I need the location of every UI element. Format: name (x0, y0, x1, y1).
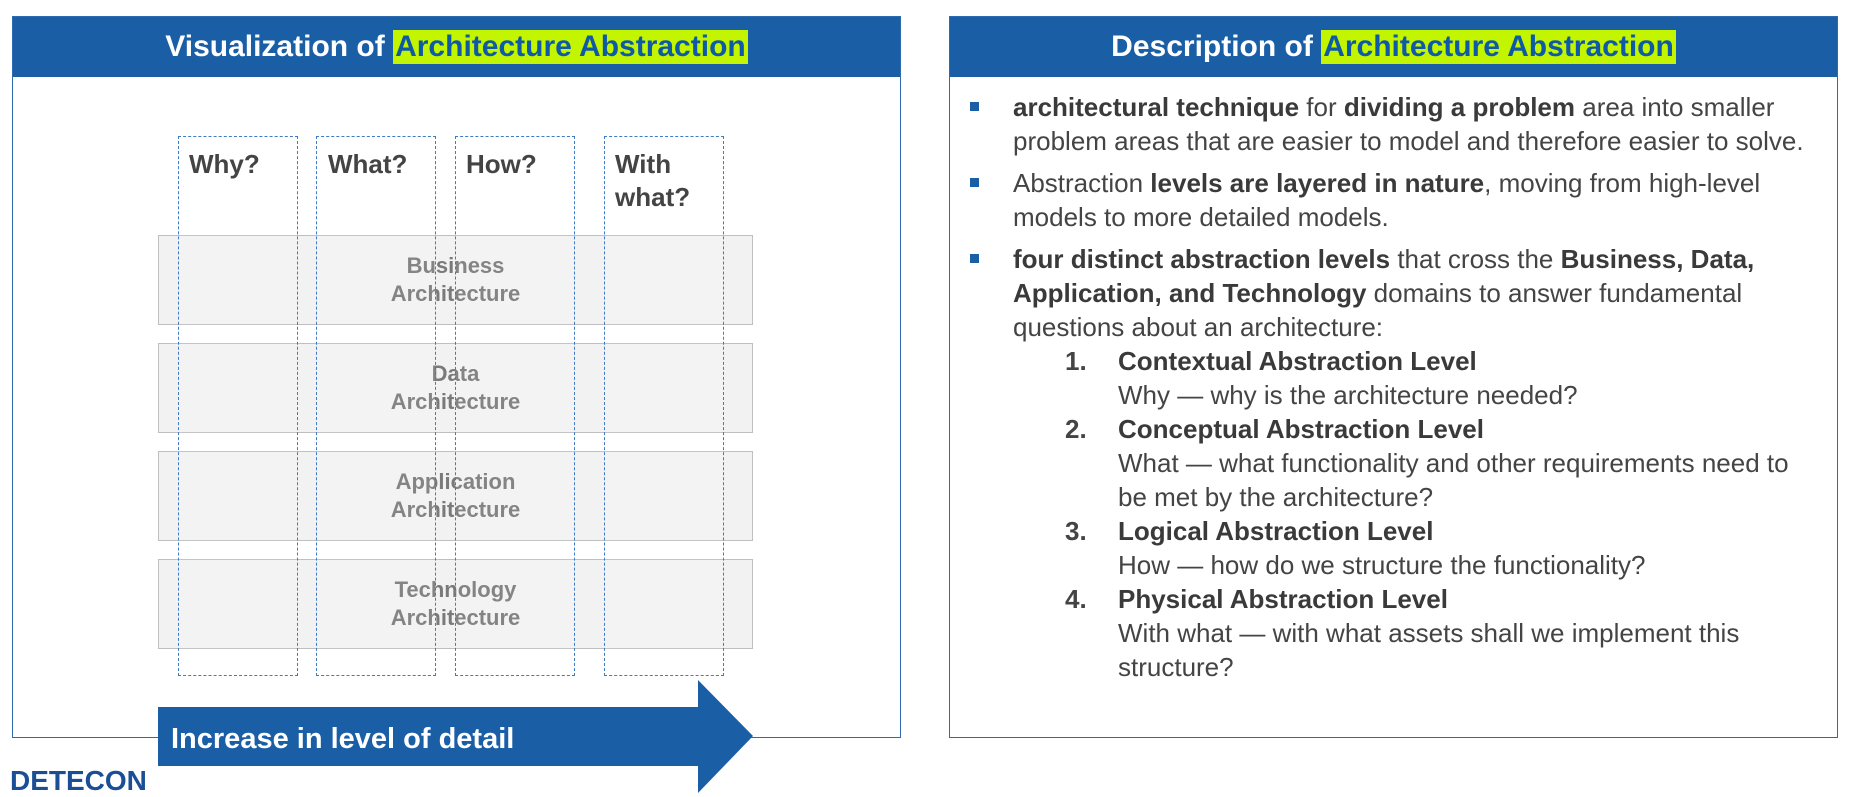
bullet-bold-text: Business, Data, Application, and Technology (1013, 244, 1755, 308)
level-description: How — how do we structure the functionality? (1118, 550, 1646, 580)
bullet-four-levels (963, 242, 1823, 684)
level-description: What — what functionality and other requirements need to be met by the architecture? (1118, 448, 1789, 512)
level-description: Why — why is the architecture needed? (1118, 380, 1578, 410)
row-label-line2: Architecture (390, 605, 521, 630)
column-label-with-what: With what? (615, 149, 691, 212)
visualization-title-prefix: Visualization of (165, 30, 385, 63)
bullet-text: area into smaller problem areas that are easier to model and therefore easier to solve. (1013, 92, 1804, 156)
level-item-physical (1065, 582, 1823, 684)
row-label-line2: Architecture (390, 389, 521, 414)
row-label-line1: Technology (394, 577, 517, 602)
bullet-layered (963, 166, 1823, 234)
bullet-technique (963, 90, 1823, 158)
bullet-square-icon (970, 102, 979, 111)
detecon-logo: DETECON (10, 765, 147, 796)
level-title: Conceptual Abstraction Level (1118, 414, 1484, 444)
row-label-line1: Application (395, 469, 516, 494)
column-label-what: What? (328, 149, 408, 179)
bullet-bold-text: levels are layered in nature (1150, 168, 1485, 198)
level-number: 1. (1065, 346, 1087, 376)
column-label-how: How? (466, 149, 537, 179)
bullet-bold-text: four distinct abstraction levels (1013, 244, 1391, 274)
what-column (316, 136, 436, 676)
why-column (178, 136, 298, 676)
level-number: 4. (1065, 584, 1087, 614)
level-number: 2. (1065, 414, 1087, 444)
row-label-line2: Architecture (390, 281, 521, 306)
level-number: 3. (1065, 516, 1087, 546)
abstraction-level-list (1013, 344, 1823, 684)
level-title: Physical Abstraction Level (1118, 584, 1448, 614)
description-title-prefix: Description of (1111, 30, 1313, 63)
bullet-bold-text: dividing a problem (1343, 92, 1576, 122)
bullet-bold-text: architectural technique (1013, 92, 1300, 122)
bullet-text: that cross the (1390, 244, 1561, 274)
level-item-contextual (1065, 344, 1823, 412)
bullet-text: for (1299, 92, 1344, 122)
visualization-panel-header (13, 17, 900, 77)
how-column (455, 136, 575, 676)
row-label-line1: Data (431, 361, 480, 386)
bullet-text: Abstraction (1013, 168, 1151, 198)
description-bullet-list (963, 90, 1823, 692)
level-item-conceptual (1065, 412, 1823, 514)
description-title-highlight: Architecture Abstraction (1323, 30, 1674, 63)
level-title: Contextual Abstraction Level (1118, 346, 1477, 376)
level-description: With what — with what assets shall we implement this structure? (1118, 618, 1740, 682)
bullet-text: , moving from high-level models to more detailed models. (1013, 168, 1761, 232)
level-title: Logical Abstraction Level (1118, 516, 1434, 546)
bullet-square-icon (970, 254, 979, 263)
row-label-line2: Architecture (390, 497, 521, 522)
bullet-text: domains to answer fundamental questions about an architecture: (1013, 278, 1743, 342)
bullet-square-icon (970, 178, 979, 187)
description-panel-header (950, 17, 1837, 77)
arrow-label: Increase in level of detail (171, 723, 515, 755)
row-label-line1: Business (406, 253, 505, 278)
with-what-column (604, 136, 724, 676)
level-item-logical (1065, 514, 1823, 582)
column-label-why: Why? (189, 149, 260, 179)
visualization-title-highlight: Architecture Abstraction (395, 30, 746, 63)
